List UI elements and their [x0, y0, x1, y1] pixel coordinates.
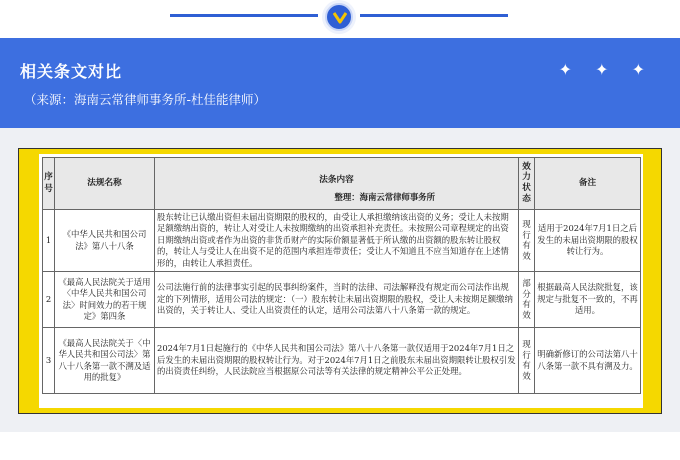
table-row — [43, 210, 641, 272]
row-status: 现行有效 — [522, 339, 531, 381]
row-index: 3 — [43, 328, 55, 394]
row-status-cell — [519, 328, 535, 394]
row-index: 2 — [43, 272, 55, 328]
col-index: 序号 — [43, 158, 55, 210]
divider-left — [170, 14, 318, 17]
row-status: 部分有效 — [522, 278, 531, 320]
row-status: 现行有效 — [522, 219, 531, 261]
row-status-cell — [519, 210, 535, 272]
chevron-down-icon — [333, 12, 347, 24]
row-name: 《最高人民法院关于适用〈中华人民共和国公司法〉时间效力的若干规定》第四条 — [55, 272, 155, 328]
col-status — [519, 158, 535, 210]
header — [0, 38, 680, 128]
row-content: 2024年7月1日起施行的《中华人民共和国公司法》第八十八条第一款仅适用于2024年7月1日之后发生的未届出资期限的股权转让行为。对于2024年7月1日之前股东未届出资期限转让股权引发的出资责任纠纷，人民法院应当根据原公司法等有关法律的规定精神公平公正处理。 — [155, 328, 519, 394]
row-content: 股东转让已认缴出资但未届出资期限的股权的，由受让人承担缴纳该出资的义务；受让人未按期足额缴纳出资的，转让人对受让人未按期缴纳的出资承担补充责任。未按照公司章程规定的出资日期缴纳出资或者作为出资的非货币财产的实际价额显著低于所认缴的出资额的股东转让股权的，转让人与受让人在出资不足的范围内承担连带责任；受让人不知道且不应当知道存在上述情形的，由转让人承担责任。 — [155, 210, 519, 272]
row-note: 适用于2024年7月1日之后发生的未届出资期限的股权转让行为。 — [535, 210, 641, 272]
col-status-label: 效力状态 — [522, 161, 531, 204]
col-content-label: 法条内容 — [319, 175, 354, 185]
table-header-row — [43, 158, 641, 210]
col-name: 法规名称 — [55, 158, 155, 210]
row-status-cell — [519, 272, 535, 328]
divider-right — [360, 14, 508, 17]
sparkle-icon: ✦ ✦ ✦ — [558, 60, 654, 79]
header-source: （来源：海南云常律师事务所-杜佳能律师） — [24, 92, 267, 107]
col-content — [155, 158, 519, 210]
row-note: 根据最高人民法院批复，该规定与批复不一致的，不再适用。 — [535, 272, 641, 328]
document-sheet — [39, 154, 643, 408]
col-note: 备注 — [535, 158, 641, 210]
chevron-badge — [325, 3, 353, 31]
row-name: 《中华人民共和国公司法》第八十八条 — [55, 210, 155, 272]
org-note: 整理：海南云常律师事务所 — [334, 191, 435, 202]
table-row — [43, 328, 641, 394]
document-frame — [18, 148, 662, 414]
row-content: 公司法施行前的法律事实引起的民事纠纷案件，当时的法律、司法解释没有规定而公司法作出规定的下列情形，适用公司法的规定：（一）股东转让未届出资期限的股权，受让人未按期足额缴纳出资的，关于转让人、受让人出资责任的认定，适用公司法第八十八条第一款的规定。 — [155, 272, 519, 328]
row-name: 《最高人民法院关于〈中华人民共和国公司法〉第八十八条第一款不溯及适用的批复》 — [55, 328, 155, 394]
header-title: 相关条文对比 — [20, 62, 123, 81]
comparison-table — [42, 157, 641, 394]
row-index: 1 — [43, 210, 55, 272]
row-note: 明确新修订的公司法第八十八条第一款不具有溯及力。 — [535, 328, 641, 394]
table-row — [43, 272, 641, 328]
